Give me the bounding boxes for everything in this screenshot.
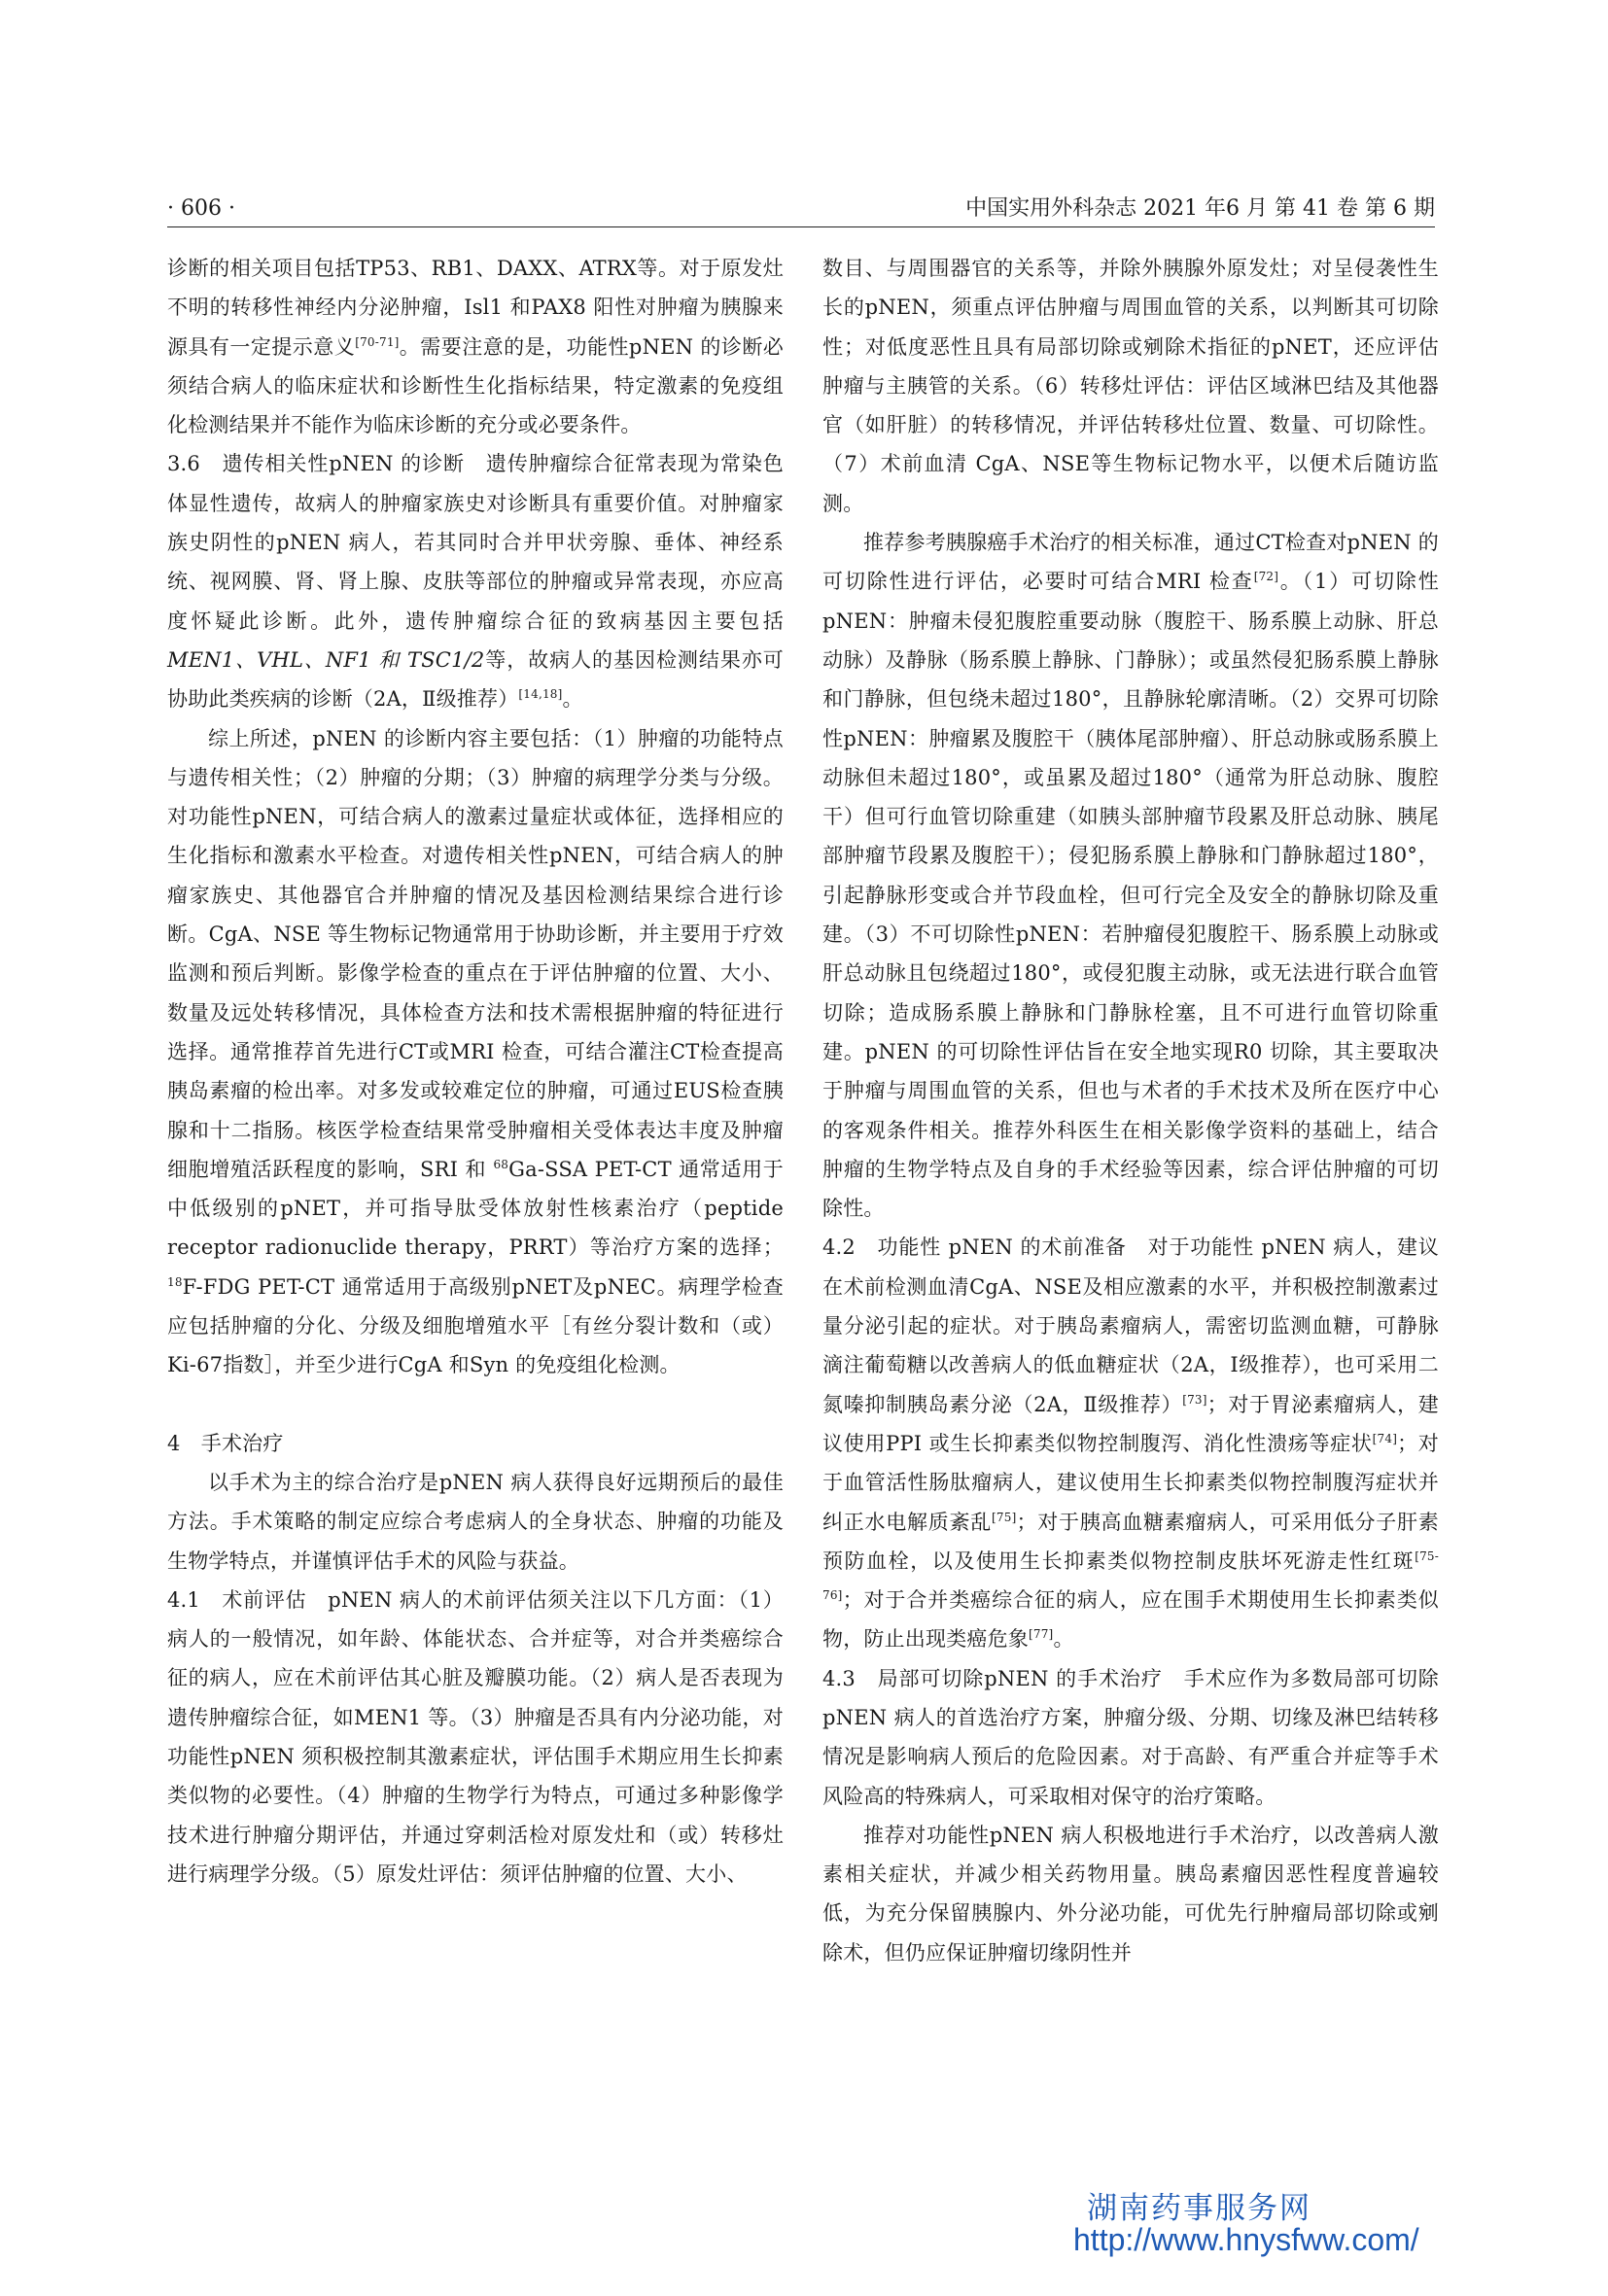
journal-header: 中国实用外科杂志 2021 年6 月 第 41 卷 第 6 期 (965, 196, 1435, 221)
citation: [14,18] (518, 687, 563, 702)
paragraph: 推荐对功能性pNEN 病人积极地进行手术治疗，以改善病人激素相关症状，并减少相关药物用量。胰岛素瘤因恶性程度普遍较低，为充分保留胰腺内、外分泌功能，可优先行肿瘤局部切除或剜除术，但仍应保证肿瘤切缘阴性并 (822, 1823, 1439, 1965)
section-4-1: 4.1 术前评估 pNEN 病人的术前评估须关注以下几方面：（1）病人的一般情况，如年龄、体能状态、合并症等，对合并类癌综合征的病人，应在术前评估其心脏及瓣膜功能。（2）病人是否表现为遗传肿瘤综合征，如MEN1 等。（3）肿瘤是否具有内分泌功能，对功能性pNEN 须积极控制其激素症状，评估围手术期应用生长抑素类似物的必要性。（4）肿瘤的生物学行为特点，可通过多种影像学技术进行肿瘤分期评估，并通过穿刺活检对原发灶和（或）转移灶进行病理学分级。（5）原发灶评估：须评估肿瘤的位置、大小、 (167, 1587, 784, 1886)
page-number: · 606 · (167, 196, 235, 221)
section-4-2: 4.2 功能性 pNEN 的术前准备 对于功能性 pNEN 病人，建议在术前检测血清CgA、NSE及相应激素的水平，并积极控制激素过量分泌引起的症状。对于胰岛素瘤病人，需密切监测血糖，可静脉滴注葡萄糖以改善病人的低血糖症状（2A，Ⅰ级推荐），也可采用二氮嗪抑制胰岛素分泌（2A，Ⅱ级推荐）[73]；对于胃泌素瘤病人，建议使用PPI 或生长抑素类似物控制腹泻、消化性溃疡等症状[74]；对于血管活性肠肽瘤病人，建议使用生长抑素类似物控制腹泻症状并纠正水电解质紊乱[75]；对于胰高血糖素瘤病人，可采用低分子肝素预防血栓，以及使用生长抑素类似物控制皮肤坏死游走性红斑[75-76]；对于合并类癌综合征的病人，应在围手术期使用生长抑素类似物，防止出现类癌危象[77]。 (822, 1235, 1439, 1652)
section-heading-4: 4 手术治疗 (167, 1431, 284, 1455)
paragraph: 以手术为主的综合治疗是pNEN 病人获得良好远期预后的最佳方法。手术策略的制定应综合考虑病人的全身状态、肿瘤的功能及生物学特点，并谨慎评估手术的风险与获益。 (167, 1470, 784, 1573)
paragraph: 综上所述，pNEN 的诊断内容主要包括：（1）肿瘤的功能特点与遗传相关性；（2）肿瘤的分期；（3）肿瘤的病理学分类与分级。对功能性pNEN，可结合病人的激素过量症状或体征，选择相应的生化指标和激素水平检查。对遗传相关性pNEN，可结合病人的肿瘤家族史、其他器官合并肿瘤的情况及基因检测结果综合进行诊断。CgA、NSE 等生物标记物通常用于协助诊断，并主要用于疗效监测和预后判断。影像学检查的重点在于评估肿瘤的位置、大小、数量及远处转移情况，具体检查方法和技术需根据肿瘤的特征进行选择。通常推荐首先进行CT或MRI 检查，可结合灌注CT检查提高胰岛素瘤的检出率。对多发或较难定位的肿瘤，可通过EUS检查胰腺和十二指肠。核医学检查结果常受肿瘤相关受体表达丰度及肿瘤细胞增殖活跃程度的影响，SRI 和 $^{68}$Ga-SSA PET-CT 通常适用于中低级别的pNET，并可指导肽受体放射性核素治疗（peptide receptor radionuclide therapy，PRRT）等治疗方案的选择；$^{18}$F-FDG PET-CT 通常适用于高级别pNET及pNEC。病理学检查应包括肿瘤的分化、分级及细胞增殖水平［有丝分裂计数和（或）Ki-67指数］，并至少进行CgA 和Syn 的免疫组化检测。 (167, 726, 784, 1377)
watermark-url[interactable]: http://www.hnysfww.com/ (1073, 2222, 1419, 2257)
section-heading: 3.6 遗传相关性pNEN 的诊断 (167, 452, 486, 476)
section-heading: 4.1 术前评估 (167, 1587, 329, 1612)
section-heading: 4.2 功能性 pNEN 的术前准备 (822, 1235, 1148, 1260)
section-3-6: 3.6 遗传相关性pNEN 的诊断 遗传肿瘤综合征常表现为常染色体显性遗传，故病人的肿瘤家族史对诊断具有重要价值。对肿瘤家族史阴性的pNEN 病人，若其同时合并甲状旁腺、垂体、神经系统、视网膜、肾、肾上腺、皮肤等部位的肿瘤或异常表现，亦应高度怀疑此诊断。此外，遗传肿瘤综合征的致病基因主要包括MEN1、VHL、NF1 和 TSC1/2等，故病人的基因检测结果亦可协助此类疾病的诊断（2A，Ⅱ级推荐）[14,18]。 (167, 452, 784, 712)
header-rule (167, 226, 1435, 227)
paragraph: 数目、与周围器官的关系等，并除外胰腺外原发灶；对呈侵袭性生长的pNEN，须重点评估肿瘤与周围血管的关系，以判断其可切除性；对低度恶性且具有局部切除或剜除术指征的pNET，还应评估肿瘤与主胰管的关系。（6）转移灶评估：评估区域淋巴结及其他器官（如肝脏）的转移情况，并评估转移灶位置、数量、可切除性。（7）术前血清 CgA、NSE等生物标记物水平，以便术后随访监测。 (822, 257, 1439, 515)
section-heading: 4.3 局部可切除pNEN 的手术治疗 (822, 1666, 1184, 1690)
gene-names: MEN1、VHL、NF1 和 TSC1/2 (167, 647, 485, 672)
section-4-3: 4.3 局部可切除pNEN 的手术治疗 手术应作为多数局部可切除pNEN 病人的首选治疗方案，肿瘤分级、分期、切缘及淋巴结转移情况是影响病人预后的危险因素。对于高龄、有严重合并症等手术风险高的特殊病人，可采取相对保守的治疗策略。 (822, 1666, 1440, 1808)
citation: [70-71] (355, 334, 400, 349)
paragraph: 推荐参考胰腺癌手术治疗的相关标准，通过CT检查对pNEN 的可切除性进行评估，必要时可结合MRI 检查[72]。（1）可切除性pNEN：肿瘤未侵犯腹腔重要动脉（腹腔干、肠系膜上动脉、肝总动脉）及静脉（肠系膜上静脉、门静脉）；或虽然侵犯肠系膜上静脉和门静脉，但包绕未超过180°，且静脉轮廓清晰。（2）交界可切除性pNEN：肿瘤累及腹腔干（胰体尾部肿瘤）、肝总动脉或肠系膜上动脉但未超过180°，或虽累及超过180°（通常为肝总动脉、腹腔干）但可行血管切除重建（如胰头部肿瘤节段累及肝总动脉、胰尾部肿瘤节段累及腹腔干）；侵犯肠系膜上静脉和门静脉超过180°，引起静脉形变或合并节段血栓，但可行完全及安全的静脉切除及重建。（3）不可切除性pNEN：若肿瘤侵犯腹腔干、肠系膜上动脉或肝总动脉且包绕超过180°，或侵犯腹主动脉，或无法进行联合血管切除；造成肠系膜上静脉和门静脉栓塞，且不可进行血管切除重建。pNEN 的可切除性评估旨在安全地实现R0 切除，其主要取决于肿瘤与周围血管的关系，但也与术者的手术技术及所在医疗中心的客观条件相关。推荐外科医生在相关影像学资料的基础上，结合肿瘤的生物学特点及自身的手术经验等因素，综合评估肿瘤的可切除性。 (822, 531, 1440, 1221)
citation: [72] (1253, 570, 1279, 584)
paragraph: 诊断的相关项目包括TP53、RB1、DAXX、ATRX等。对于原发灶不明的转移性神经内分泌肿瘤，Isl1 和PAX8 阳性对肿瘤为胰腺来源具有一定提示意义[70-71]。需要注意的是，功能性pNEN 的诊断必须结合病人的临床症状和诊断性生化指标结果，特定激素的免疫组化检测结果并不能作为临床诊断的充分或必要条件。 (167, 257, 784, 437)
watermark-site-name: 湖南药事服务网 (1087, 2191, 1311, 2225)
left-column (167, 249, 784, 1894)
right-column (822, 249, 1439, 1972)
